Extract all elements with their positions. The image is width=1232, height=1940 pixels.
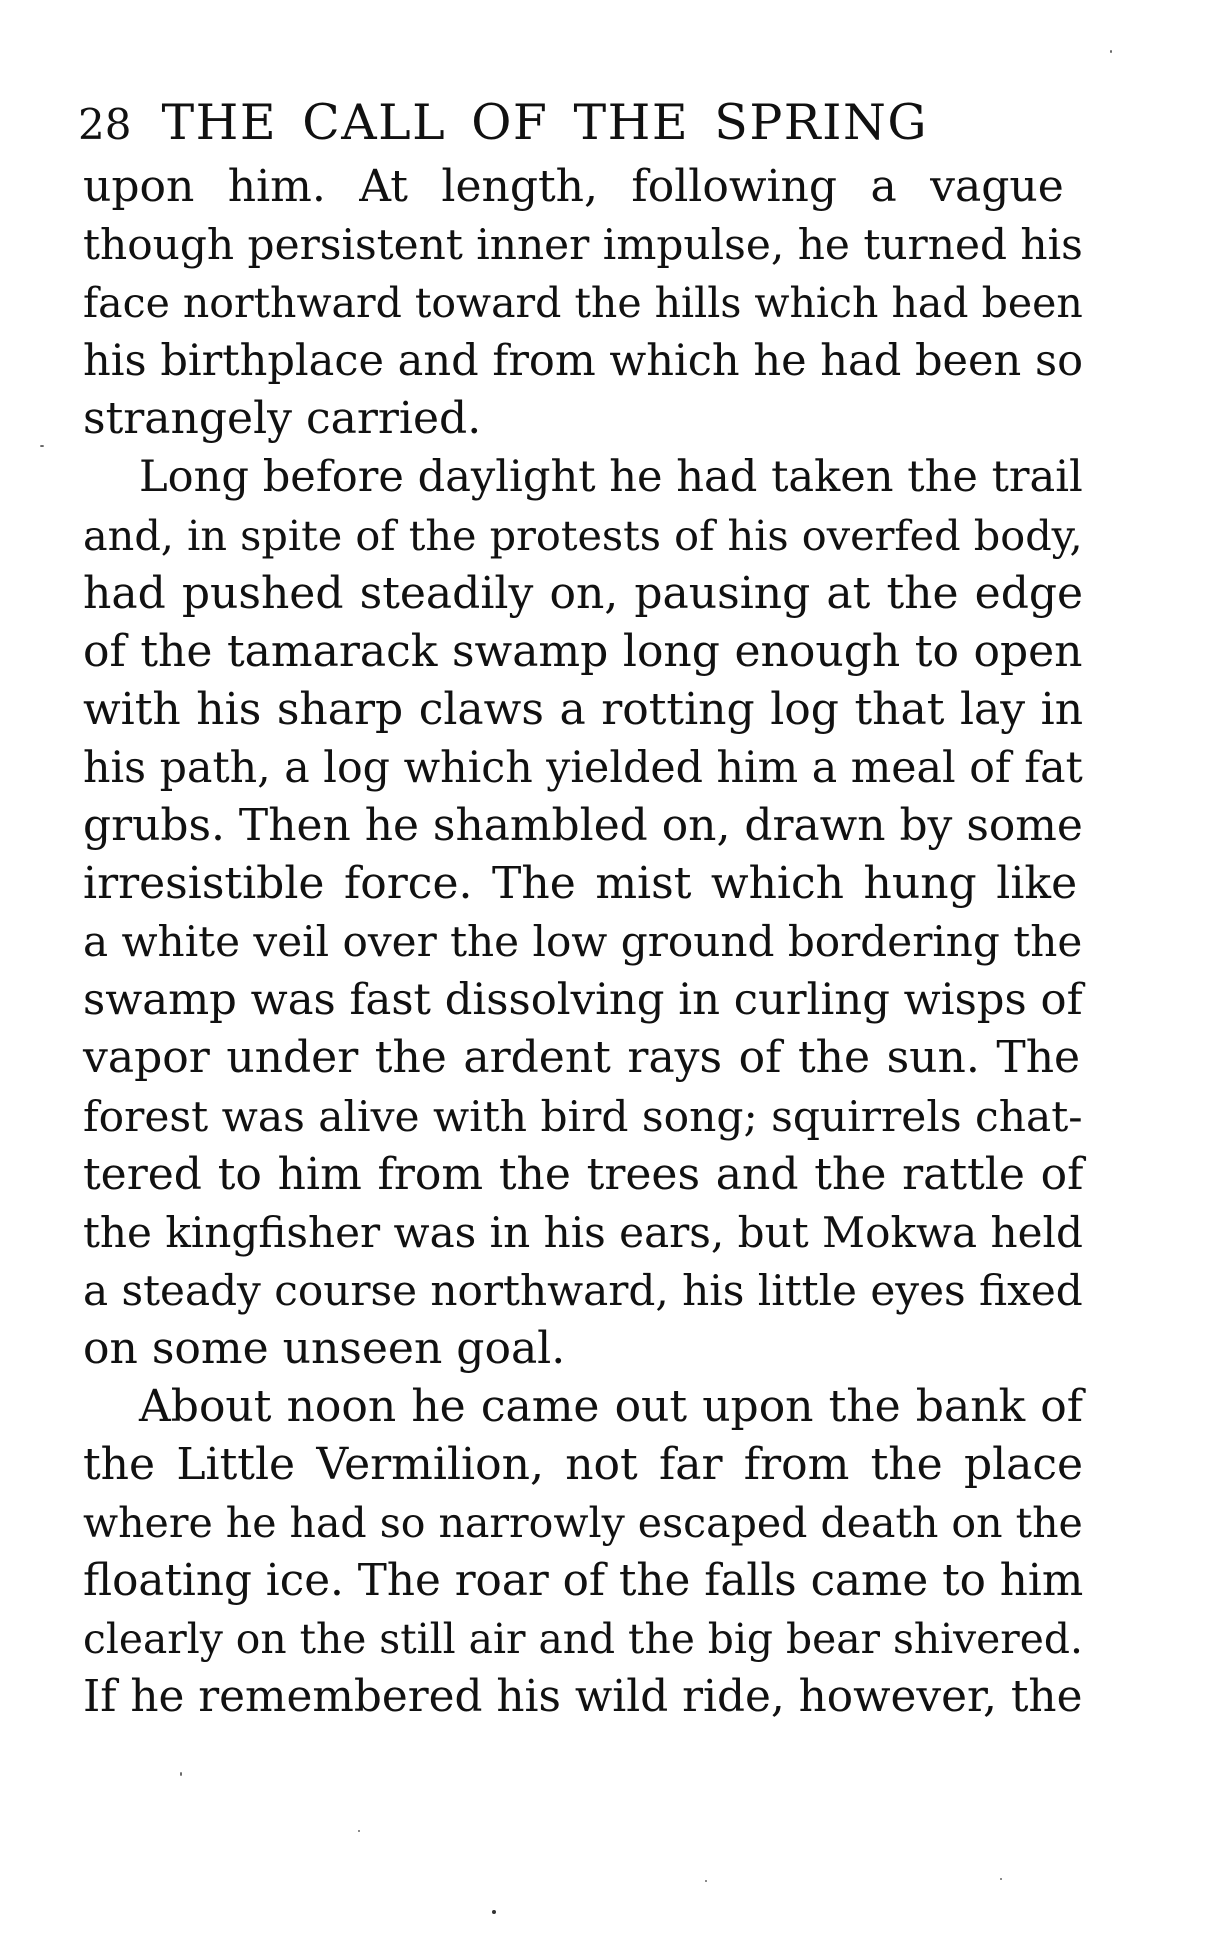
text-line: irresistible force. The mist which hung like [83,858,1078,910]
text-line: a white veil over the low ground bordering the [83,917,1083,967]
text-line: face northward toward the hills which had been [83,279,1083,328]
scan-speck [492,1910,496,1914]
page-header [78,94,1038,156]
scan-speck [358,1830,360,1832]
body-text [83,158,1083,1727]
text-line: tered to him from the trees and the rattle of [83,1148,1084,1200]
text-line: of the tamarack swamp long enough to open [83,625,1083,677]
scan-speck [1110,50,1112,53]
text-line: floating ice. The roar of the falls came to him [83,1555,1084,1607]
text-line: vapor under the ardent rays of the sun. The [83,1032,1081,1084]
running-title: THE CALL OF THE SPRING [161,94,929,151]
text-line: Long before daylight he had taken the trail [139,452,1083,503]
text-line: the kingfisher was in his ears, but Mokwa held [83,1207,1083,1257]
text-line: his birthplace and from which he had been so [83,336,1084,387]
text-line: upon him. At length, following a vague [83,161,1064,212]
scan-speck [705,1880,707,1882]
text-line: forest was alive with bird song; squirrels chat- [83,1091,1083,1141]
text-line: swamp was fast dissolving in curling wisps of [83,975,1083,1026]
scan-speck [180,1772,182,1776]
text-line: the Little Vermilion, not far from the place [83,1439,1084,1491]
text-line: his path, a log which yielded him a meal of fat [83,742,1083,793]
text-line: a steady course northward, his little eyes fixed [83,1265,1083,1315]
text-line: clearly on the still air and the big bear shivered. [83,1615,1083,1664]
text-line: grubs. Then he shambled on, drawn by some [83,800,1083,852]
text-line: If he remembered his wild ride, however, the [83,1671,1083,1723]
page-number: 28 [78,100,132,149]
text-line: where he had so narrowly escaped death on the [83,1499,1083,1548]
text-line: though persistent inner impulse, he turned his [83,220,1083,270]
scan-speck [1000,1878,1002,1880]
text-line: and, in spite of the protests of his overfed body, [83,511,1083,560]
text-line: About noon he came out upon the bank of [139,1380,1084,1432]
scan-speck [40,445,44,447]
text-line: with his sharp claws a rotting log that lay in [83,683,1084,735]
text-line: had pushed steadily on, pausing at the edge [83,567,1084,619]
text-line: strangely carried. [83,393,482,445]
text-line: on some unseen goal. [83,1322,566,1374]
